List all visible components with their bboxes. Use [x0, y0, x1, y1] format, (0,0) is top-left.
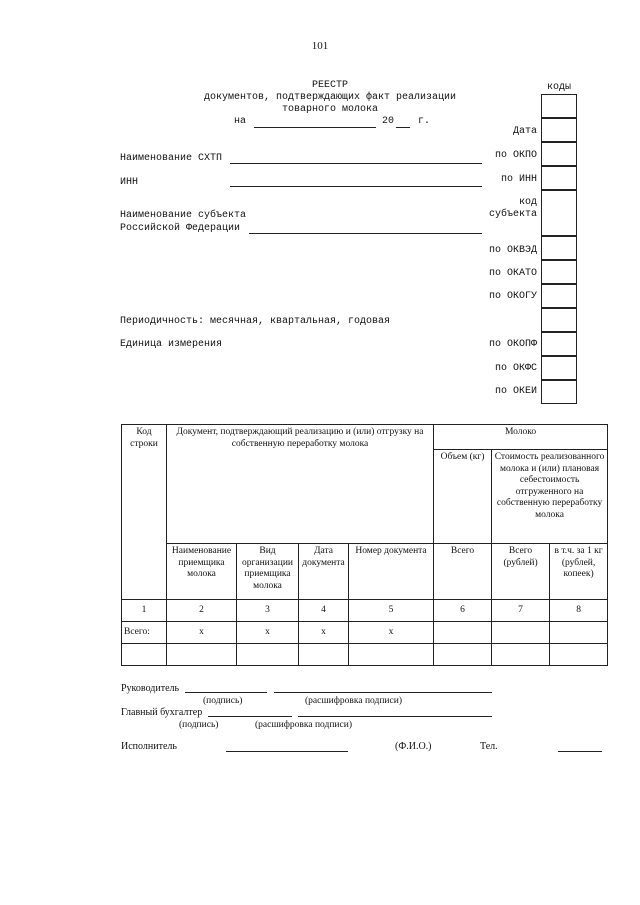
- code-box-okato[interactable]: [541, 260, 577, 284]
- signature-line-head-decode[interactable]: [274, 692, 492, 693]
- col-number: 3: [237, 600, 299, 622]
- table-cell[interactable]: [122, 644, 167, 666]
- codes-label: коды: [546, 82, 571, 93]
- document-subtitle-1: документов, подтверждающих факт реализации: [203, 92, 457, 103]
- code-box-blank[interactable]: [541, 308, 577, 332]
- code-box-okopf[interactable]: [541, 332, 577, 356]
- code-label-okei: по ОКЕИ: [494, 386, 537, 397]
- field-label-name-sxtp: Наименование СХТП: [120, 153, 223, 164]
- field-inn[interactable]: [230, 186, 482, 187]
- table-header-row-3: [122, 544, 608, 600]
- header-code: Код строки: [122, 425, 167, 600]
- code-label-subject-2: субъекта: [488, 209, 537, 220]
- col-number: 1: [122, 600, 167, 622]
- header-document: Документ, подтверждающий реализацию и (или) отгрузку на собственную переработку молока: [167, 425, 434, 544]
- col-number: 8: [550, 600, 608, 622]
- code-box-okogu[interactable]: [541, 284, 577, 308]
- label-fio: (Ф.И.О.): [395, 741, 432, 752]
- table-cell[interactable]: [550, 644, 608, 666]
- document-title: РЕЕСТР: [311, 80, 348, 91]
- hint-head-decode: (расшифровка подписи): [305, 696, 402, 706]
- table-cell[interactable]: [167, 644, 237, 666]
- table-cell[interactable]: [299, 644, 349, 666]
- table-cell[interactable]: [434, 644, 492, 666]
- code-label-okato: по ОКАТО: [488, 268, 537, 279]
- code-box-okfs[interactable]: [541, 356, 577, 380]
- header-doc-date: Дата документа: [299, 544, 349, 600]
- table-header-row-1: [122, 425, 608, 450]
- signature-line-head-sign[interactable]: [185, 692, 267, 693]
- field-unit: Единица измерения: [120, 339, 223, 350]
- total-mark: x: [349, 622, 434, 644]
- header-receiver: Наименование приемщика молока: [167, 544, 237, 600]
- table-empty-row[interactable]: [122, 644, 608, 666]
- signature-line-accountant-decode[interactable]: [298, 716, 492, 717]
- col-number: 7: [492, 600, 550, 622]
- signature-line-executor[interactable]: [226, 751, 348, 752]
- code-label-inn: по ИНН: [500, 174, 537, 185]
- field-label-inn: ИНН: [120, 177, 139, 188]
- field-subject[interactable]: [249, 233, 482, 234]
- header-volume: Объем (кг): [434, 450, 492, 544]
- table-numbers-row: [122, 600, 608, 622]
- page-number: 101: [311, 40, 329, 52]
- col-number: 6: [434, 600, 492, 622]
- signature-label-accountant: Главный бухгалтер: [121, 707, 203, 718]
- header-org-type: Вид организации приемщика молока: [237, 544, 299, 600]
- total-cost-cell[interactable]: [492, 622, 550, 644]
- total-mark: x: [299, 622, 349, 644]
- code-label-subject-1: код: [518, 197, 537, 208]
- code-label-okogu: по ОКОГУ: [488, 291, 537, 302]
- signature-line-accountant-sign[interactable]: [208, 716, 292, 717]
- hint-accountant-decode: (расшифровка подписи): [255, 720, 352, 730]
- registry-table: [121, 424, 608, 666]
- field-label-subject-2: Российской Федерации: [120, 223, 241, 234]
- code-box-subject[interactable]: [541, 190, 577, 236]
- field-name-sxtp[interactable]: [230, 163, 482, 164]
- code-label-okved: по ОКВЭД: [488, 245, 537, 256]
- code-box-okpo[interactable]: [541, 142, 577, 166]
- document-subtitle-2: товарного молока: [281, 104, 378, 115]
- hint-accountant-sign: (подпись): [179, 720, 219, 730]
- label-phone: Тел.: [480, 741, 498, 752]
- header-doc-number: Номер документа: [349, 544, 434, 600]
- header-volume-total: Всего: [434, 544, 492, 600]
- total-mark: x: [167, 622, 237, 644]
- col-number: 4: [299, 600, 349, 622]
- hint-head-sign: (подпись): [203, 696, 243, 706]
- code-box-inn[interactable]: [541, 166, 577, 190]
- header-cost-total: Всего (рублей): [492, 544, 550, 600]
- signature-label-head: Руководитель: [121, 683, 180, 694]
- date-year-field[interactable]: [396, 127, 410, 128]
- header-cost: Стоимость реализованного молока и (или) плановая себестоимость отгруженного на собственную переработку молока: [492, 450, 608, 544]
- field-periodicity: Периодичность: месячная, квартальная, годовая: [120, 316, 391, 327]
- code-label-okopf: по ОКОПФ: [488, 339, 537, 350]
- table-cell[interactable]: [492, 644, 550, 666]
- date-prefix: на: [234, 116, 247, 127]
- table-total-row: [122, 622, 608, 644]
- code-label-date: Дата: [512, 126, 537, 137]
- total-mark: x: [237, 622, 299, 644]
- col-number: 2: [167, 600, 237, 622]
- table-cell[interactable]: [237, 644, 299, 666]
- date-suffix: г.: [418, 116, 431, 127]
- date-year-prefix: 20: [382, 116, 395, 127]
- field-label-subject-1: Наименование субъекта: [120, 210, 247, 221]
- signature-label-executor: Исполнитель: [121, 741, 177, 752]
- header-milk: Молоко: [434, 425, 608, 450]
- table-cell[interactable]: [349, 644, 434, 666]
- code-label-okpo: по ОКПО: [494, 150, 537, 161]
- field-phone[interactable]: [558, 751, 602, 752]
- code-box-header: [541, 94, 577, 118]
- header-cost-per-kg: в т.ч. за 1 кг (рублей, копеек): [550, 544, 608, 600]
- total-volume-cell[interactable]: [434, 622, 492, 644]
- total-cost-per-kg-cell[interactable]: [550, 622, 608, 644]
- code-box-date[interactable]: [541, 118, 577, 142]
- code-box-okved[interactable]: [541, 236, 577, 260]
- date-day-month-field[interactable]: [254, 127, 376, 128]
- code-label-okfs: по ОКФС: [494, 363, 537, 374]
- code-box-okei[interactable]: [541, 380, 577, 404]
- col-number: 5: [349, 600, 434, 622]
- total-label: Всего:: [122, 622, 167, 644]
